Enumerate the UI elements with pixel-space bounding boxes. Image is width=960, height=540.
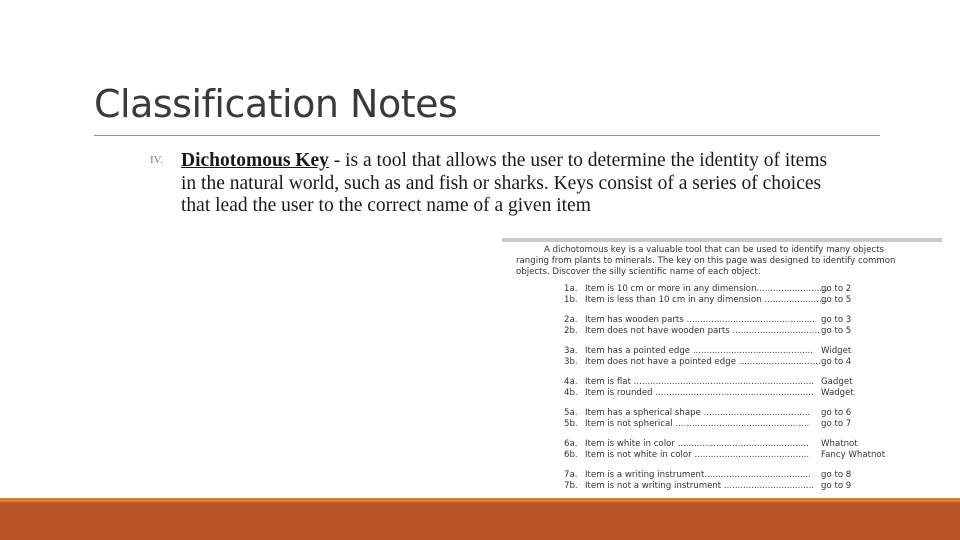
bullet-term: Dichotomous Key bbox=[181, 150, 329, 171]
key-row-statement: Item is not spherical ................................................. bbox=[585, 419, 810, 429]
key-row-number: 3b. bbox=[564, 357, 578, 367]
key-row bbox=[564, 284, 944, 295]
key-row-result: Fancy Whatnot bbox=[821, 450, 886, 460]
key-row-result: go to 3 bbox=[821, 315, 852, 325]
key-row-statement: Item has a pointed edge ............................................ bbox=[585, 346, 814, 356]
key-row-statement: Item is rounded .......................................................... bbox=[585, 388, 814, 398]
key-row-statement: Item does not have a pointed edge .............................. bbox=[585, 357, 821, 367]
key-row-statement: Item is flat .................................................................. bbox=[585, 377, 814, 387]
key-row-number: 6a. bbox=[564, 439, 578, 449]
key-row bbox=[564, 315, 944, 326]
key-row bbox=[564, 357, 944, 368]
key-row-number: 3a. bbox=[564, 346, 578, 356]
key-intro-line: ranging from plants to minerals. The key on this page was designed to identify common bbox=[516, 256, 896, 266]
key-row bbox=[564, 326, 944, 337]
bullet-text bbox=[181, 150, 831, 218]
key-row-result: Widget bbox=[821, 346, 852, 356]
key-row-number: 6b. bbox=[564, 450, 578, 460]
key-row-number: 1a. bbox=[564, 284, 578, 294]
key-row bbox=[564, 377, 944, 388]
key-intro bbox=[516, 245, 944, 278]
key-row-result: go to 8 bbox=[821, 470, 852, 480]
title-divider bbox=[94, 135, 880, 136]
key-row-result: go to 5 bbox=[821, 295, 852, 305]
key-row bbox=[564, 470, 944, 481]
dichotomous-key-image bbox=[502, 238, 944, 500]
key-row-number: 5a. bbox=[564, 408, 578, 418]
key-row-number: 2a. bbox=[564, 315, 578, 325]
key-row-statement: Item has wooden parts ............................................... bbox=[585, 315, 815, 325]
key-row-result: go to 9 bbox=[821, 481, 852, 491]
key-row-statement: Item does not have wooden parts ................................ bbox=[585, 326, 820, 336]
key-row-result: go to 4 bbox=[821, 357, 852, 367]
key-row bbox=[564, 419, 944, 430]
key-row-statement: Item is not white in color .......................................... bbox=[585, 450, 810, 460]
key-row-number: 4a. bbox=[564, 377, 578, 387]
key-row-statement: Item is white in color ................................................ bbox=[585, 439, 809, 449]
key-row bbox=[564, 388, 944, 399]
bullet-definition: - is a tool that allows the user to determine the identity of items in the natural world, such as and fish or sharks. Keys consist of a series of choices that lead the user to the correct name of a given item bbox=[181, 150, 828, 216]
key-row-statement: Item has a spherical shape ....................................... bbox=[585, 408, 811, 418]
slide-title: Classification Notes bbox=[94, 82, 458, 126]
key-row-result: go to 7 bbox=[821, 419, 852, 429]
key-row-statement: Item is a writing instrument....................................... bbox=[585, 470, 811, 480]
key-row bbox=[564, 408, 944, 419]
footer-bar bbox=[0, 502, 960, 540]
key-row-statement: Item is 10 cm or more in any dimension.......................... bbox=[585, 284, 828, 294]
key-row-result: go to 6 bbox=[821, 408, 852, 418]
key-row bbox=[564, 481, 944, 492]
key-row-statement: Item is not a writing instrument ................................. bbox=[585, 481, 815, 491]
bullet-marker: IV. bbox=[150, 154, 163, 166]
key-row bbox=[564, 346, 944, 357]
key-row-number: 7a. bbox=[564, 470, 578, 480]
key-row-statement: Item is less than 10 cm in any dimension ....................... bbox=[585, 295, 828, 305]
key-row bbox=[564, 295, 944, 306]
key-row bbox=[564, 439, 944, 450]
key-row-result: Gadget bbox=[821, 377, 853, 387]
key-row-number: 1b. bbox=[564, 295, 578, 305]
key-row-result: go to 2 bbox=[821, 284, 852, 294]
key-row-result: go to 5 bbox=[821, 326, 852, 336]
key-row-number: 2b. bbox=[564, 326, 578, 336]
key-intro-line: A dichotomous key is a valuable tool that can be used to identify many objects bbox=[544, 245, 884, 255]
key-row bbox=[564, 450, 944, 461]
key-row-number: 4b. bbox=[564, 388, 578, 398]
key-intro-line: objects. Discover the silly scientific name of each object. bbox=[516, 267, 761, 277]
key-row-number: 7b. bbox=[564, 481, 578, 491]
image-top-edge bbox=[502, 238, 942, 242]
key-row-result: Wadget bbox=[821, 388, 854, 398]
key-row-number: 5b. bbox=[564, 419, 578, 429]
key-row-result: Whatnot bbox=[821, 439, 858, 449]
